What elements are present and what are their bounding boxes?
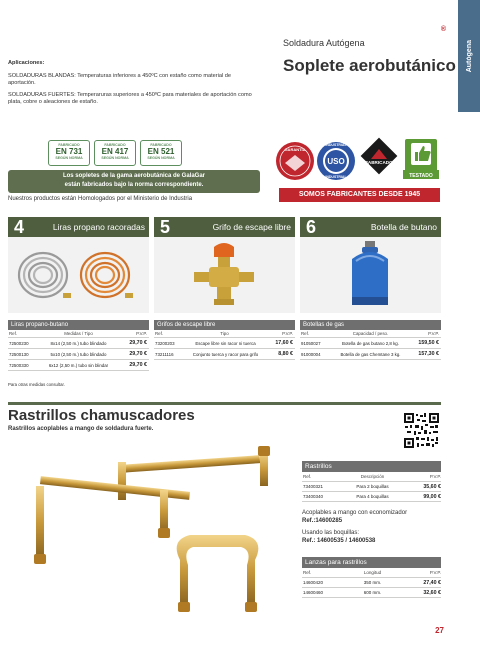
- page-title: Soplete aerobutánico: [283, 56, 456, 75]
- table-row[interactable]: [302, 588, 441, 598]
- qr-code-icon[interactable]: [403, 412, 440, 449]
- cell-desc: Escape libre sin racor ni tuerca: [195, 340, 256, 346]
- cell-desc: 8x14 (2,50 m.) tubo blindado: [50, 340, 107, 346]
- norm-badge-top: FABRICADO: [150, 143, 172, 147]
- rastrillos-subtitle: Rastrillos acoplables a mango de soldadura fuerte.: [8, 426, 154, 432]
- cell-price: 29,70 €: [129, 351, 147, 357]
- applications-heading: Aplicaciones:: [8, 60, 45, 66]
- cell-ref: 72500230: [9, 340, 29, 346]
- table-title: Botellas de gas: [300, 320, 441, 330]
- cell-ref: 73400340: [303, 494, 324, 499]
- fabricado-text: FABRICADO: [365, 160, 393, 165]
- side-tab-label: Autógena: [465, 39, 473, 73]
- table-rastrillos: [302, 461, 441, 502]
- table-row[interactable]: [154, 338, 295, 349]
- cell-price: 8,80 €: [278, 351, 293, 357]
- section-label: Soldadura Autógena: [283, 38, 365, 48]
- norm-badge-code: EN 417: [101, 147, 129, 156]
- cell-ref: 72500330: [9, 362, 29, 368]
- table-grifos: [154, 320, 295, 360]
- col-ref: Ref.: [155, 331, 164, 336]
- accessory-nozzles-ref: Ref.: 14600535 / 14600538: [302, 537, 376, 544]
- uso-top-text: INDUSTRIAL: [325, 143, 347, 147]
- cell-ref: 73400321: [303, 484, 324, 489]
- norm-badge-bottom: SEGÚN NORMA: [101, 156, 129, 160]
- cell-price: 99,00 €: [423, 493, 441, 500]
- table-title: Rastrillos: [302, 461, 441, 472]
- table-header-row: [154, 330, 295, 338]
- page-number: 27: [435, 626, 444, 635]
- applications-hard: SOLDADURAS FUERTES: Temperaruras superiores a 450ºC para materiales de aportación como plata, cobre o aleaciones de estaño.: [8, 92, 252, 105]
- norm-banner-line2: están fabricados bajo la norma correspondiente.: [64, 182, 204, 188]
- col-ref: Ref.: [301, 331, 310, 336]
- norm-banner-line1: Los sopletes de la gama aerobutánica de GalaGar: [62, 173, 206, 179]
- cell-ref: 14600460: [303, 590, 324, 595]
- garantia-text: GARANTÍA: [284, 147, 306, 152]
- norm-badge: [94, 140, 136, 166]
- uso-industrial-seal-icon: [317, 142, 355, 180]
- cell-ref: 14600420: [303, 580, 324, 585]
- cell-desc: 6x12 (2,50 m.) tubo sin blindar: [48, 362, 109, 368]
- gas-bottle-image: [300, 237, 441, 313]
- cell-ref: 72500130: [9, 351, 29, 357]
- section-side-tab[interactable]: [458, 0, 480, 112]
- cell-price: 17,60 €: [275, 340, 293, 346]
- accessory-nozzles-text: Usando las boquillas:: [302, 530, 360, 536]
- table-row[interactable]: [302, 492, 441, 502]
- accessory-economizer-ref: Ref.:14600285: [302, 517, 343, 524]
- table-row[interactable]: [8, 338, 149, 349]
- col-ref: Ref.: [9, 331, 18, 336]
- category-number: 5: [159, 216, 170, 237]
- table-row[interactable]: [8, 360, 149, 371]
- norm-badge-code: EN 731: [55, 147, 83, 156]
- table-row[interactable]: [8, 349, 149, 360]
- table-row[interactable]: [300, 349, 441, 360]
- category-header: [300, 217, 441, 237]
- uso-text: USO: [327, 157, 345, 166]
- norm-badge-bottom: SEGÚN NORMA: [55, 156, 83, 160]
- col-ref: Ref.: [303, 570, 312, 575]
- table-liras: [8, 320, 149, 371]
- manufacturer-banner: SOMOS FABRICANTES DESDE 1945: [279, 188, 440, 202]
- homologation-text: Nuestros productos están Homologados por el Ministerio de Industria: [8, 196, 193, 202]
- category-card-grifo[interactable]: [154, 217, 295, 313]
- norm-badge: [140, 140, 182, 166]
- table-header-row: [8, 330, 149, 338]
- section-divider: [8, 402, 441, 405]
- accessory-economizer: [302, 510, 407, 525]
- testado-seal-icon: [403, 139, 439, 179]
- col-ref: Ref.: [303, 474, 312, 479]
- cell-ref: 73200203: [155, 340, 175, 346]
- testado-text: TESTADO: [409, 173, 433, 179]
- rastrillos-product-image: [10, 440, 292, 628]
- norm-badge-bottom: SEGÚN NORMA: [147, 156, 175, 160]
- col-price: P.V.P.: [282, 331, 293, 336]
- cell-ref: 91050027: [301, 340, 321, 346]
- table-title: Grifos de escape libre: [154, 320, 295, 330]
- category-header: [154, 217, 295, 237]
- category-header: [8, 217, 149, 237]
- table-title: Lanzas para rastrillos: [302, 557, 441, 568]
- consult-note: Para otras medidas consultar.: [8, 382, 65, 387]
- table-row[interactable]: [154, 349, 295, 360]
- col-price: P.V.P.: [429, 474, 441, 479]
- hose-coils-image: [8, 237, 149, 313]
- registered-mark: ®: [440, 26, 446, 33]
- cell-price: 29,70 €: [129, 340, 147, 346]
- category-card-botella[interactable]: [300, 217, 441, 313]
- table-title: Liras propano-butano: [8, 320, 149, 330]
- cell-desc: Botella de gas Chemtane 3 kg.: [340, 351, 401, 357]
- cell-desc: Para 4 boquillas: [356, 494, 389, 499]
- fabricado-seal-icon: [361, 138, 398, 175]
- category-card-liras[interactable]: [8, 217, 149, 313]
- cell-price: 27,40 €: [423, 579, 441, 586]
- applications-block: [8, 60, 258, 111]
- uso-bottom-text: INDUSTRIAL: [325, 175, 347, 179]
- norm-badge-top: FABRICADO: [104, 143, 126, 147]
- accessory-nozzles: [302, 530, 375, 545]
- quality-seals: [273, 137, 445, 189]
- cell-length: 350 mm.: [363, 580, 382, 585]
- cell-price: 159,50 €: [418, 340, 439, 346]
- norm-badges: [48, 140, 182, 166]
- table-row[interactable]: [302, 578, 441, 588]
- norm-banner: [8, 170, 260, 193]
- table-header-row: [302, 568, 441, 578]
- norm-badge-code: EN 521: [147, 147, 175, 156]
- accessory-economizer-text: Acoplables a mango con economizador: [302, 510, 408, 516]
- category-number: 6: [305, 216, 316, 237]
- table-row[interactable]: [302, 482, 441, 492]
- norm-badge: [48, 140, 90, 166]
- cell-ref: 91000004: [301, 351, 321, 357]
- col-price: P.V.P.: [429, 570, 441, 575]
- col-length: Longitud: [363, 570, 382, 575]
- category-name: Botella de butano: [370, 222, 437, 232]
- cell-desc: 5x10 (2,50 m.) tubo blindado: [50, 351, 107, 357]
- col-desc: Capacidad / peso.: [352, 331, 389, 336]
- cell-ref: 73211116: [155, 351, 174, 357]
- norm-badge-top: FABRICADO: [58, 143, 80, 147]
- cell-price: 35,60 €: [423, 483, 441, 490]
- cell-price: 32,60 €: [423, 589, 441, 596]
- applications-soft: SOLDADURAS BLANDAS: Temperaturas inferiores a 450ºC con estaño como material de aportación.: [8, 73, 231, 86]
- valve-image: [154, 237, 295, 313]
- cell-desc: Botella de gas butano 2,8 kg.: [342, 340, 399, 346]
- cell-desc: Conjunto tuerca y racor para grifo: [192, 351, 259, 357]
- category-number: 4: [13, 216, 24, 237]
- cell-price: 157,30 €: [418, 351, 439, 357]
- table-header-row: [300, 330, 441, 338]
- cell-price: 29,70 €: [129, 362, 147, 368]
- cell-length: 600 mm.: [363, 590, 382, 595]
- col-price: P.V.P.: [136, 331, 147, 336]
- table-lanzas: [302, 557, 441, 598]
- col-price: P.V.P.: [428, 331, 439, 336]
- garantia-seal-icon: [276, 142, 314, 180]
- col-desc: Medidas / Tipo: [64, 331, 93, 336]
- table-header-row: [302, 472, 441, 482]
- col-desc: Tipo: [220, 331, 229, 336]
- col-desc: Descripción: [360, 474, 385, 479]
- table-row[interactable]: [300, 338, 441, 349]
- table-botellas: [300, 320, 441, 360]
- rastrillos-title: Rastrillos chamuscadores: [8, 407, 195, 424]
- category-name: Grifo de escape libre: [212, 222, 291, 232]
- category-cards: [8, 217, 441, 313]
- category-name: Liras propano racoradas: [52, 222, 145, 232]
- cell-desc: Para 2 boquillas: [356, 484, 389, 489]
